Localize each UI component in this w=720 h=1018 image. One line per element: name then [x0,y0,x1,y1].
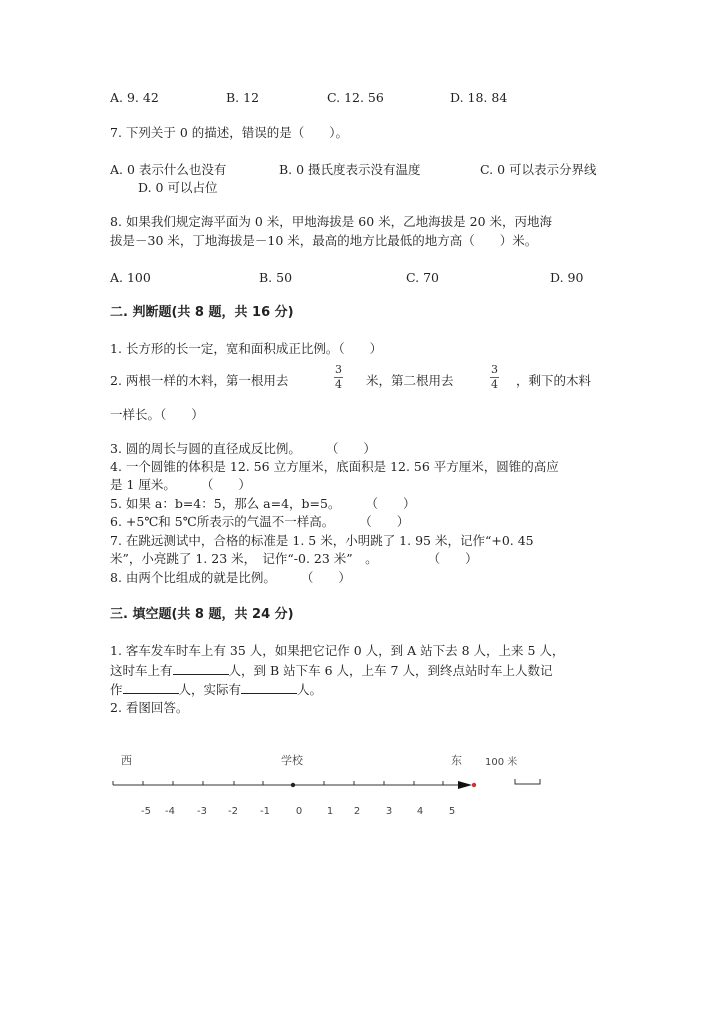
fraction-denominator: 4 [491,378,498,391]
q6-option-a: A. 9. 42 [110,90,159,105]
s3-q1-text: 人，到 B 站下车 6 人，上车 7 人，到终点站时车上人数记 [228,663,553,678]
answer-blank-2[interactable] [123,681,179,694]
q8-option-a: A. 100 [110,270,151,285]
s3-q2: 2. 看图回答。 [110,700,189,715]
school-label: 学校 [281,754,303,767]
q7-stem: 7. 下列关于 0 的描述，错误的是（ ）。 [110,125,349,140]
s2-q5: 5. 如果 a：b=4：5，那么 a=4，b=5。 （ ） [110,496,416,511]
fraction-numerator: 3 [491,363,498,376]
tick-label: 4 [416,806,424,817]
s3-q1-line2 [110,662,552,679]
q7-option-d: D. 0 可以占位 [138,180,218,195]
s2-q4-line2: 是 1 厘米。 （ ） [110,477,251,492]
s2-q7-line2: 米”，小亮跳了 1. 23 米， 记作“-0. 23 米” 。 （ ） [110,551,478,566]
tick-label: -3 [197,806,207,817]
s3-q1-line1: 1. 客车发车时车上有 35 人，如果把它记作 0 人，到 A 站下去 8 人，上来 5 人， [110,643,565,658]
east-label: 东 [451,754,462,767]
q7-option-c: C. 0 可以表示分界线 [480,162,597,177]
q7-option-a: A. 0 表示什么也没有 [110,162,227,177]
end-dot [472,783,476,787]
s2-q4-line1: 4. 一个圆锥的体积是 12. 56 立方厘米，底面积是 12. 56 平方厘米，圆锥的高应 [110,459,559,474]
tick-label: -1 [260,806,270,817]
q8-option-d: D. 90 [550,270,584,285]
scale-label: 100 米 [485,757,518,768]
section2-title: 二. 判断题(共 8 题，共 16 分) [110,305,294,320]
tick-label: 3 [385,806,393,817]
tick-label: 5 [448,806,456,817]
s2-q3: 3. 圆的周长与圆的直径成反比例。 （ ） [110,441,376,456]
section3-title: 三. 填空题(共 8 题，共 24 分) [110,607,294,622]
scale-bar [515,779,540,784]
s3-q1-text: 作 [110,682,123,697]
s2-q2-part3: ，剩下的木料 [516,373,592,388]
q6-option-d: D. 18. 84 [450,90,508,105]
arrow-head-icon [458,781,472,789]
q8-stem-line2: 拔是－30 米，丁地海拔是－10 米，最高的地方比最低的地方高（ ）米。 [110,233,538,248]
q7-option-b: B. 0 摄氏度表示没有温度 [279,162,421,177]
s2-q2-line2: 一样长。（ ） [110,407,204,422]
answer-blank-1[interactable] [173,662,229,675]
fraction-denominator: 4 [335,378,342,391]
tick-label: -4 [165,806,175,817]
s3-q1-text: 这时车上有 [110,663,173,678]
s3-q1-text: 人，实际有 [178,682,242,697]
q8-option-b: B. 50 [259,270,293,285]
s3-q1-text: 人。 [297,682,323,697]
q8-stem-line1: 8. 如果我们规定海平面为 0 米，甲地海拔是 60 米，乙地海拔是 20 米，丙地海 [110,214,553,229]
fraction-three-quarters-1 [334,364,343,391]
tick-label: -5 [141,806,151,817]
s2-q8: 8. 由两个比组成的就是比例。 （ ） [110,570,351,585]
s2-q2-part2: 米，第二根用去 [366,373,454,388]
q8-option-c: C. 70 [406,270,439,285]
origin-dot [291,783,295,787]
tick-label: 2 [353,806,361,817]
west-label: 西 [121,754,132,767]
answer-blank-3[interactable] [241,681,297,694]
q6-option-c: C. 12. 56 [327,90,384,105]
s2-q1: 1. 长方形的长一定，宽和面积成正比例。（ ） [110,341,383,356]
fraction-three-quarters-2 [490,364,499,391]
s2-q7-line1: 7. 在跳远测试中，合格的标准是 1. 5 米，小明跳了 1. 95 米，记作“+0. 45 [110,533,534,548]
fraction-numerator: 3 [335,363,342,376]
q6-option-b: B. 12 [226,90,260,105]
tick-label: -2 [228,806,238,817]
tick-label: 0 [295,806,303,817]
s2-q2-part1: 2. 两根一样的木料，第一根用去 [110,373,289,388]
s3-q1-line3 [110,681,322,698]
s2-q6: 6. +5℃和 5℃所表示的气温不一样高。 （ ） [110,514,410,529]
tick-label: 1 [326,806,334,817]
